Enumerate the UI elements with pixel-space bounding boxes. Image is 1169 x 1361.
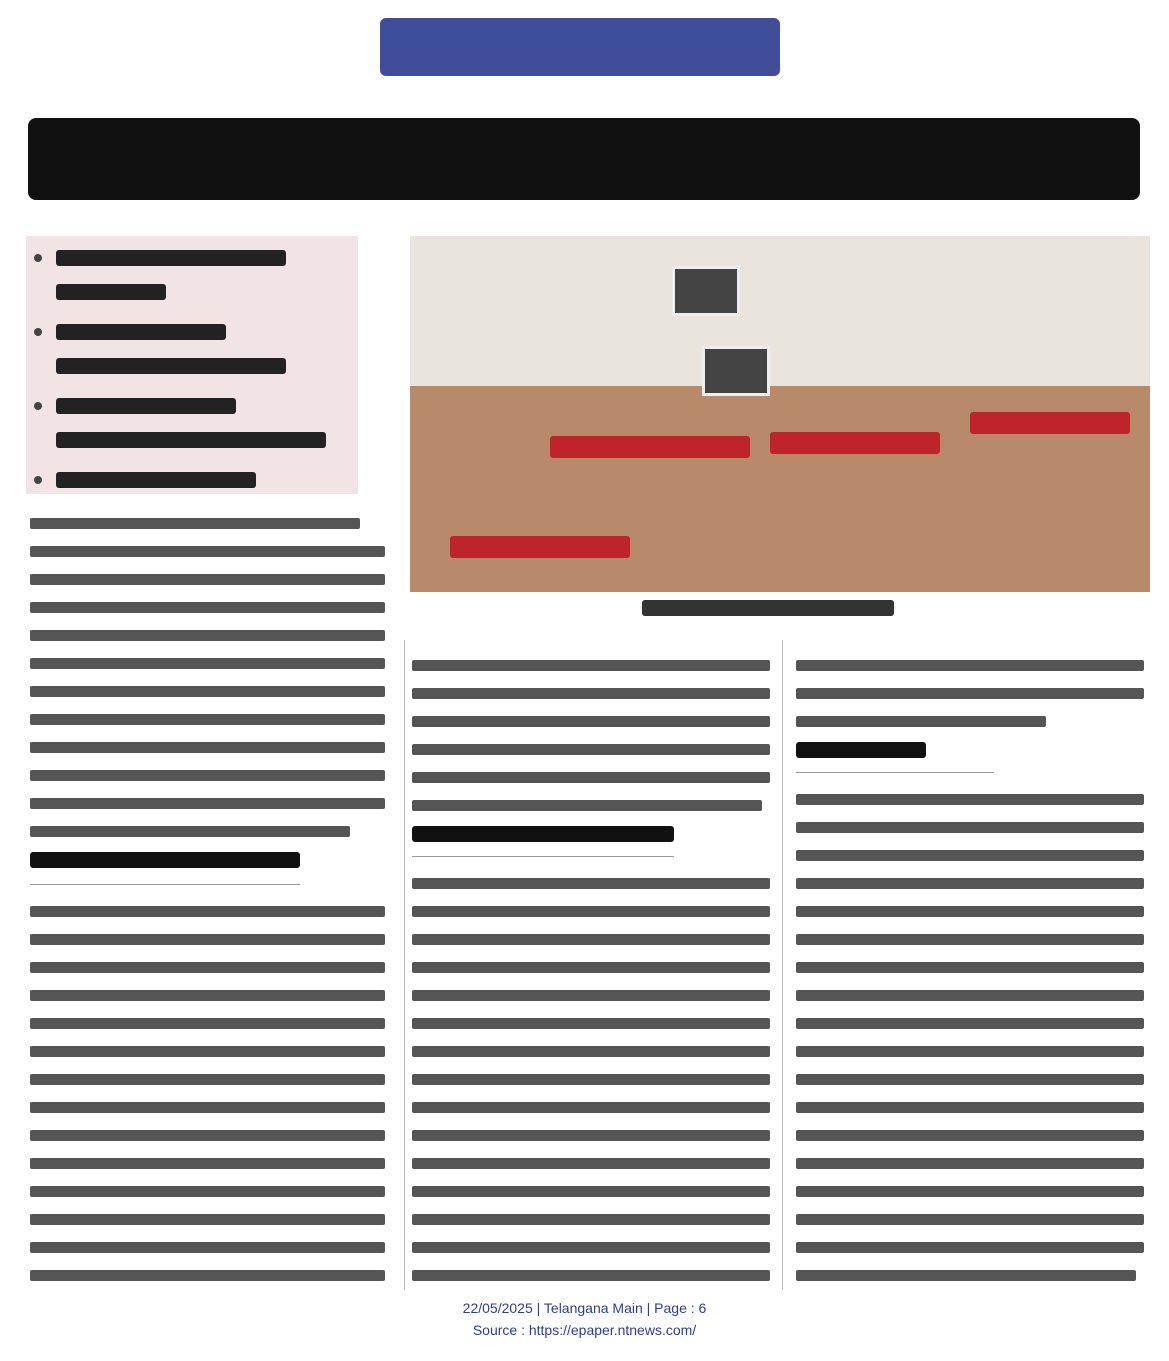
photo-table bbox=[550, 436, 750, 458]
highlights-box bbox=[26, 236, 358, 494]
photo-table bbox=[770, 432, 940, 454]
photo-wall bbox=[410, 236, 1150, 386]
headline-block bbox=[28, 118, 1140, 200]
section-heading bbox=[30, 852, 300, 868]
bullet-line bbox=[56, 250, 286, 266]
photo-table bbox=[450, 536, 630, 558]
photo-caption bbox=[642, 600, 894, 616]
bullet-dot bbox=[34, 254, 42, 262]
article-photo bbox=[410, 236, 1150, 592]
bullet-line bbox=[56, 284, 166, 300]
bullet-line bbox=[56, 432, 326, 448]
photo-window bbox=[702, 346, 770, 396]
footer-edition: 22/05/2025 | Telangana Main | Page : 6 bbox=[462, 1300, 707, 1316]
footer-source: Source : https://epaper.ntnews.com/ bbox=[472, 1322, 697, 1338]
photo-window bbox=[672, 266, 740, 316]
section-heading bbox=[796, 742, 926, 758]
section-heading bbox=[412, 826, 674, 842]
column-divider bbox=[782, 640, 783, 1290]
bullet-line bbox=[56, 324, 226, 340]
bullet-dot bbox=[34, 402, 42, 410]
bullet-line bbox=[56, 358, 286, 374]
masthead-block bbox=[380, 18, 780, 76]
photo-table bbox=[970, 412, 1130, 434]
bullet-dot bbox=[34, 476, 42, 484]
bullet-line bbox=[56, 472, 256, 488]
column-divider bbox=[404, 640, 405, 1290]
bullet-line bbox=[56, 398, 236, 414]
bullet-dot bbox=[34, 328, 42, 336]
